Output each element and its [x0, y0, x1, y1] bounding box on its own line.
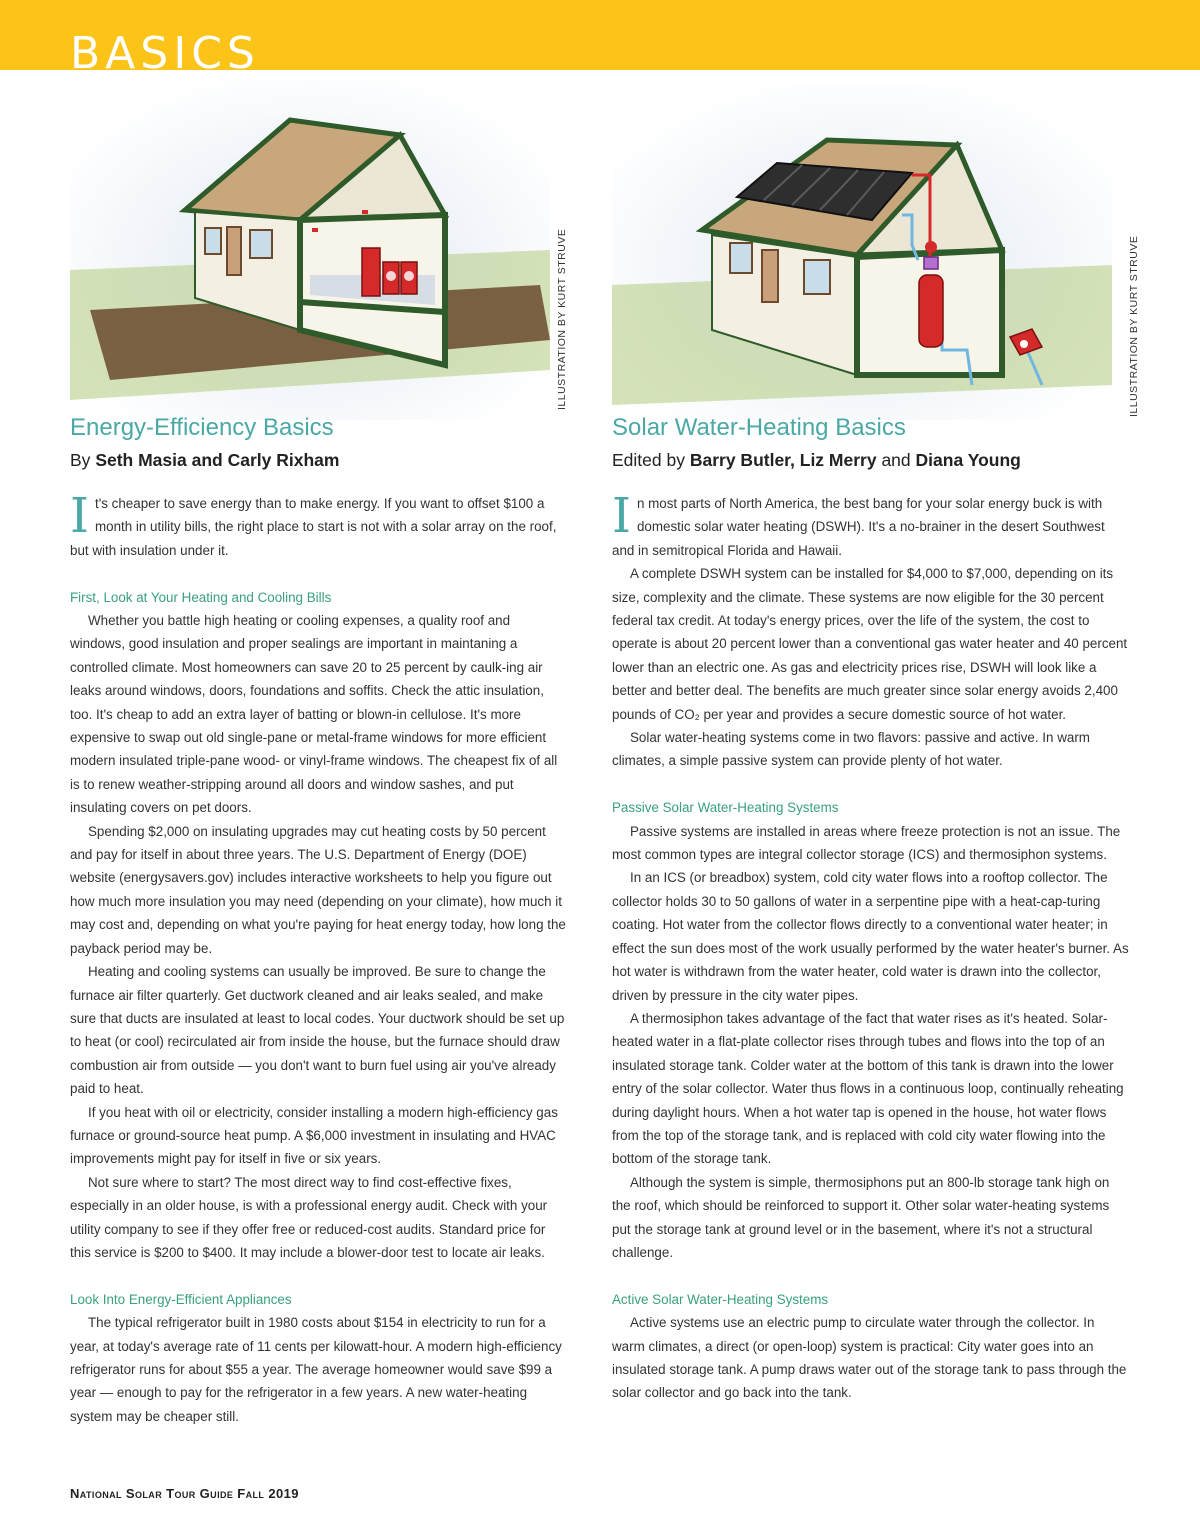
energy-efficiency-house-illustration [70, 80, 550, 420]
paragraph: In an ICS (or breadbox) system, cold city water flows into a rooftop collector. The collector holds 30 to 50 gallons of water in a serpentine pipe with a heat-cap-turing coating. Hot water from the collector flows directly to a conventional water heater; in effect the sun does most of the work usually performed by the water heater's burner. As hot water is withdrawn from the water heater, cold water is drawn into the collector, driven by pressure in the city water pipes. [612, 870, 1129, 1003]
section-heading: Look Into Energy-Efficient Appliances [70, 1291, 292, 1307]
intro-paragraph [612, 488, 1130, 562]
section-banner [0, 0, 1200, 70]
paragraph: A complete DSWH system can be installed for $4,000 to $7,000, depending on its size, complexity and the climate. These systems are now eligible for the 30 percent federal tax credit. At today's energy prices, over the life of the system, the cost to operate is about 20 percent lower than a conventional gas water heater and 40 percent lower than an electric one. As gas and electricity prices rise, DSWH will look like a better and better deal. The benefits are much greater since solar energy avoids 2,400 pounds of CO₂ per year and provides a secure domestic source of hot water. [612, 566, 1128, 722]
page-footer: National Solar Tour Guide Fall 2019 [70, 1486, 299, 1501]
left-article-body [70, 488, 567, 1428]
drop-cap: I [612, 488, 631, 544]
drop-cap: I [70, 488, 89, 544]
byline-prefix: By [70, 450, 91, 470]
paragraph: Heating and cooling systems can usually be improved. Be sure to change the furnace air filter quarterly. Get ductwork cleaned and air leaks sealed, and make sure that ducts are insulated at least to local codes. Your ductwork should be set up to heat (or cool) recirculated air from inside the house, but the furnace should draw combustion air from outside — you don't want to burn fuel using air you've already paid to heat. [70, 964, 565, 1097]
paragraph: Although the system is simple, thermosiphons put an 800-lb storage tank high on the roof, which should be reinforced to support it. Other solar water-heating systems put the storage tank at ground level or in the basement, where it's not a structural challenge. [612, 1174, 1110, 1260]
paragraph: Active systems use an electric pump to circulate water through the collector. In warm climates, a direct (or open-loop) system is practical: City water goes into an insulated storage tank. A pump draws water out of the storage tank to pass through the solar collector and go back into the tank. [612, 1315, 1127, 1401]
intro-text: t's cheaper to save energy than to make energy. If you want to offset $100 a month in utility bills, the right place to start is not with a solar array on the roof, but with insulation under it. [70, 496, 557, 558]
paragraph: Spending $2,000 on insulating upgrades may cut heating costs by 50 percent and pay for itself in about three years. The U.S. Department of Energy (DOE) website (energysavers.gov) includes interactive worksheets to help you figure out how much more insulation you may need (depending on your climate), how much it may cost and, depending on what you're paying for heat energy today, how long the payback period may be. [70, 823, 566, 956]
right-article-byline [612, 450, 1021, 471]
paragraph: Passive systems are installed in areas where freeze protection is not an issue. The most common types are integral collector storage (ICS) and thermosiphon systems. [612, 823, 1121, 863]
paragraph: Not sure where to start? The most direct way to find cost-effective fixes, especially in an older house, is with a professional energy audit. Check with your utility company to see if they offer free or reduced-cost audits. Standard price for this service is $200 to $400. It may include a blower-door test to locate air leaks. [70, 1174, 548, 1260]
right-article-title: Solar Water-Heating Basics [612, 414, 906, 441]
byline-prefix: Edited by [612, 450, 685, 470]
paragraph: Whether you battle high heating or cooling expenses, a quality roof and windows, good insulation and proper sealings are important in maintaning a controlled climate. Most homeowners can save 20 to 25 percent by caulk-ing air leaks around windows, doors, foundations and soffits. Check the attic insulation, too. It's cheap to add an extra layer of batting or blown-in cellulose. It's more expensive to swap out old single-pane or metal-frame windows for more efficient modern insulated triple-pane wood- or vinyl-frame windows. The cheapest fix of all is to renew weather-stripping around all doors and window sashes, and put insulating covers on pet doors. [70, 613, 558, 816]
section-heading: Passive Solar Water-Heating Systems [612, 800, 839, 816]
paragraph: If you heat with oil or electricity, consider installing a modern high-efficiency gas furnace or ground-source heat pump. A $6,000 investment in insulating and HVAC improvements might pay for itself in five or six years. [70, 1104, 558, 1167]
paragraph: A thermosiphon takes advantage of the fact that water rises as it's heated. Solar-heated water in a flat-plate collector rises through tubes and flows into the top of an insulated storage tank. Colder water at the bottom of this tank is drawn into the lower entry of the solar collector. Water thus flows in a continuous loop, continually reheating during daylight hours. When a hot water tap is opened in the house, hot water flows from the top of the storage tank, and is replaced with cold city water flowing into the bottom of the storage tank. [612, 1010, 1124, 1167]
section-heading: First, Look at Your Heating and Cooling Bills [70, 589, 332, 605]
section-title: BASICS [70, 28, 260, 70]
intro-text: n most parts of North America, the best bang for your solar energy buck is with domestic solar water heating (DSWH). It's a no-brainer in the desert Southwest and in semitropical Florida and Hawaii. [612, 496, 1105, 558]
solar-water-heating-house-illustration [612, 85, 1112, 420]
left-article-title: Energy-Efficiency Basics [70, 414, 334, 441]
byline-authors: Barry Butler, Liz Merry [689, 450, 877, 470]
intro-paragraph [70, 488, 567, 562]
left-illustration-credit: ILLUSTRATION BY KURT STRUVE [556, 228, 568, 410]
byline-and: and [881, 450, 911, 470]
right-article-body [612, 488, 1130, 1405]
byline-authors: Diana Young [915, 450, 1021, 470]
paragraph: The typical refrigerator built in 1980 costs about $154 in electricity to run for a year, at today's average rate of 11 cents per kilowatt-hour. A modern high-efficiency refrigerator runs for about $55 a year. The average homeowner would save $99 a year — enough to pay for the refrigerator in a few years. A new water-heating system may be cheaper still. [70, 1315, 562, 1424]
right-illustration-credit: ILLUSTRATION BY KURT STRUVE [1128, 235, 1140, 417]
section-heading: Active Solar Water-Heating Systems [612, 1291, 829, 1307]
paragraph: Solar water-heating systems come in two flavors: passive and active. In warm climates, a simple passive system can provide plenty of hot water. [612, 730, 1090, 769]
left-article-byline [70, 450, 339, 471]
byline-authors: Seth Masia and Carly Rixham [95, 450, 340, 470]
